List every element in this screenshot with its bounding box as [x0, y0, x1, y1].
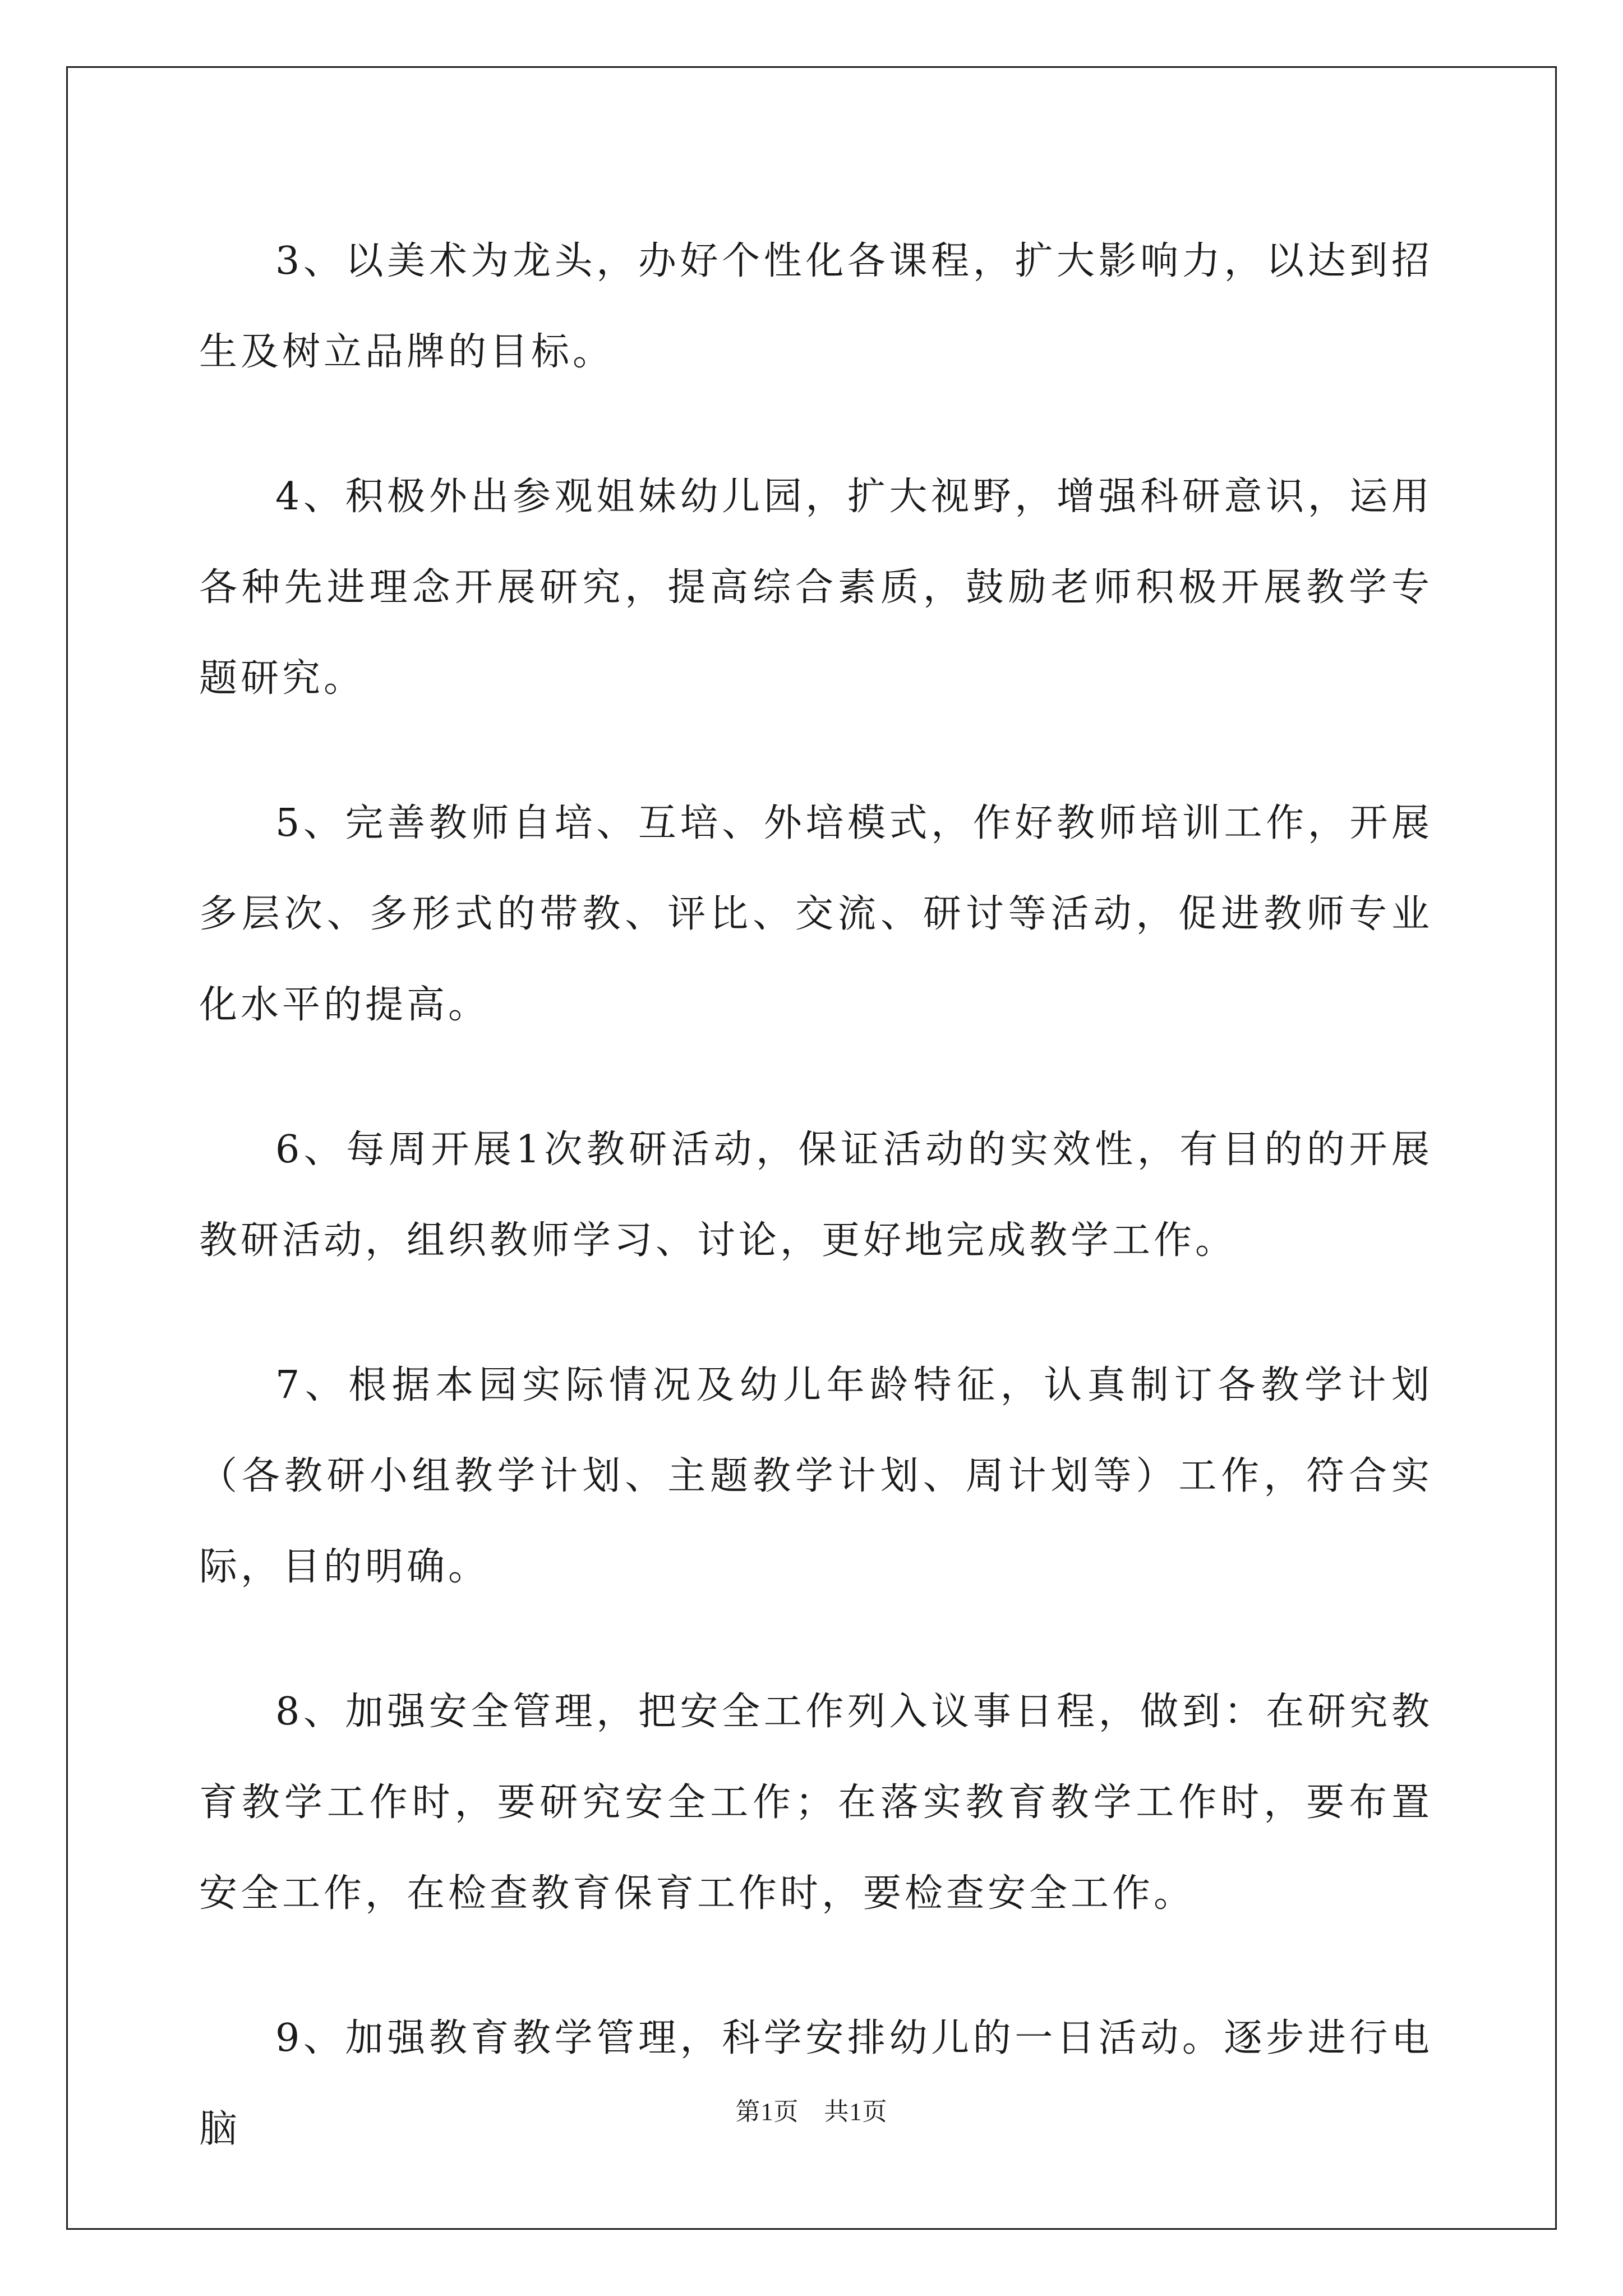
paragraph-3: 3、以美术为龙头，办好个性化各课程，扩大影响力，以达到招生及树立品牌的目标。: [199, 239, 1433, 374]
paragraph-7: 7、根据本园实际情况及幼儿年龄特征，认真制订各教学计划（各教研小组教学计划、主题教学计划、周计划等）工作，符合实际，目的明确。: [199, 1363, 1433, 1589]
paragraph-9: 9、加强教育教学管理，科学安排幼儿的一日活动。逐步进行电脑: [199, 2016, 1433, 2151]
paragraph-6: 6、每周开展1次教研活动，保证活动的实效性，有目的的开展教研活动，组织教师学习、讨论，更好地完成教学工作。: [199, 1128, 1433, 1263]
document-body: [199, 216, 1433, 2229]
paragraph-4: 4、积极外出参观姐妹幼儿园，扩大视野，增强科研意识，运用各种先进理念开展研究，提高综合素质，鼓励老师积极开展教学专题研究。: [199, 475, 1433, 701]
paragraph-8: 8、加强安全管理，把安全工作列入议事日程，做到：在研究教育教学工作时，要研究安全工作；在落实教育教学工作时，要布置安全工作，在检查教育保育工作时，要检查安全工作。: [199, 1690, 1433, 1916]
page-number-footer: 第1页 共1页: [735, 2098, 888, 2125]
paragraph-5: 5、完善教师自培、互培、外培模式，作好教师培训工作，开展多层次、多形式的带教、评比、交流、研讨等活动，促进教师专业化水平的提高。: [199, 801, 1433, 1027]
